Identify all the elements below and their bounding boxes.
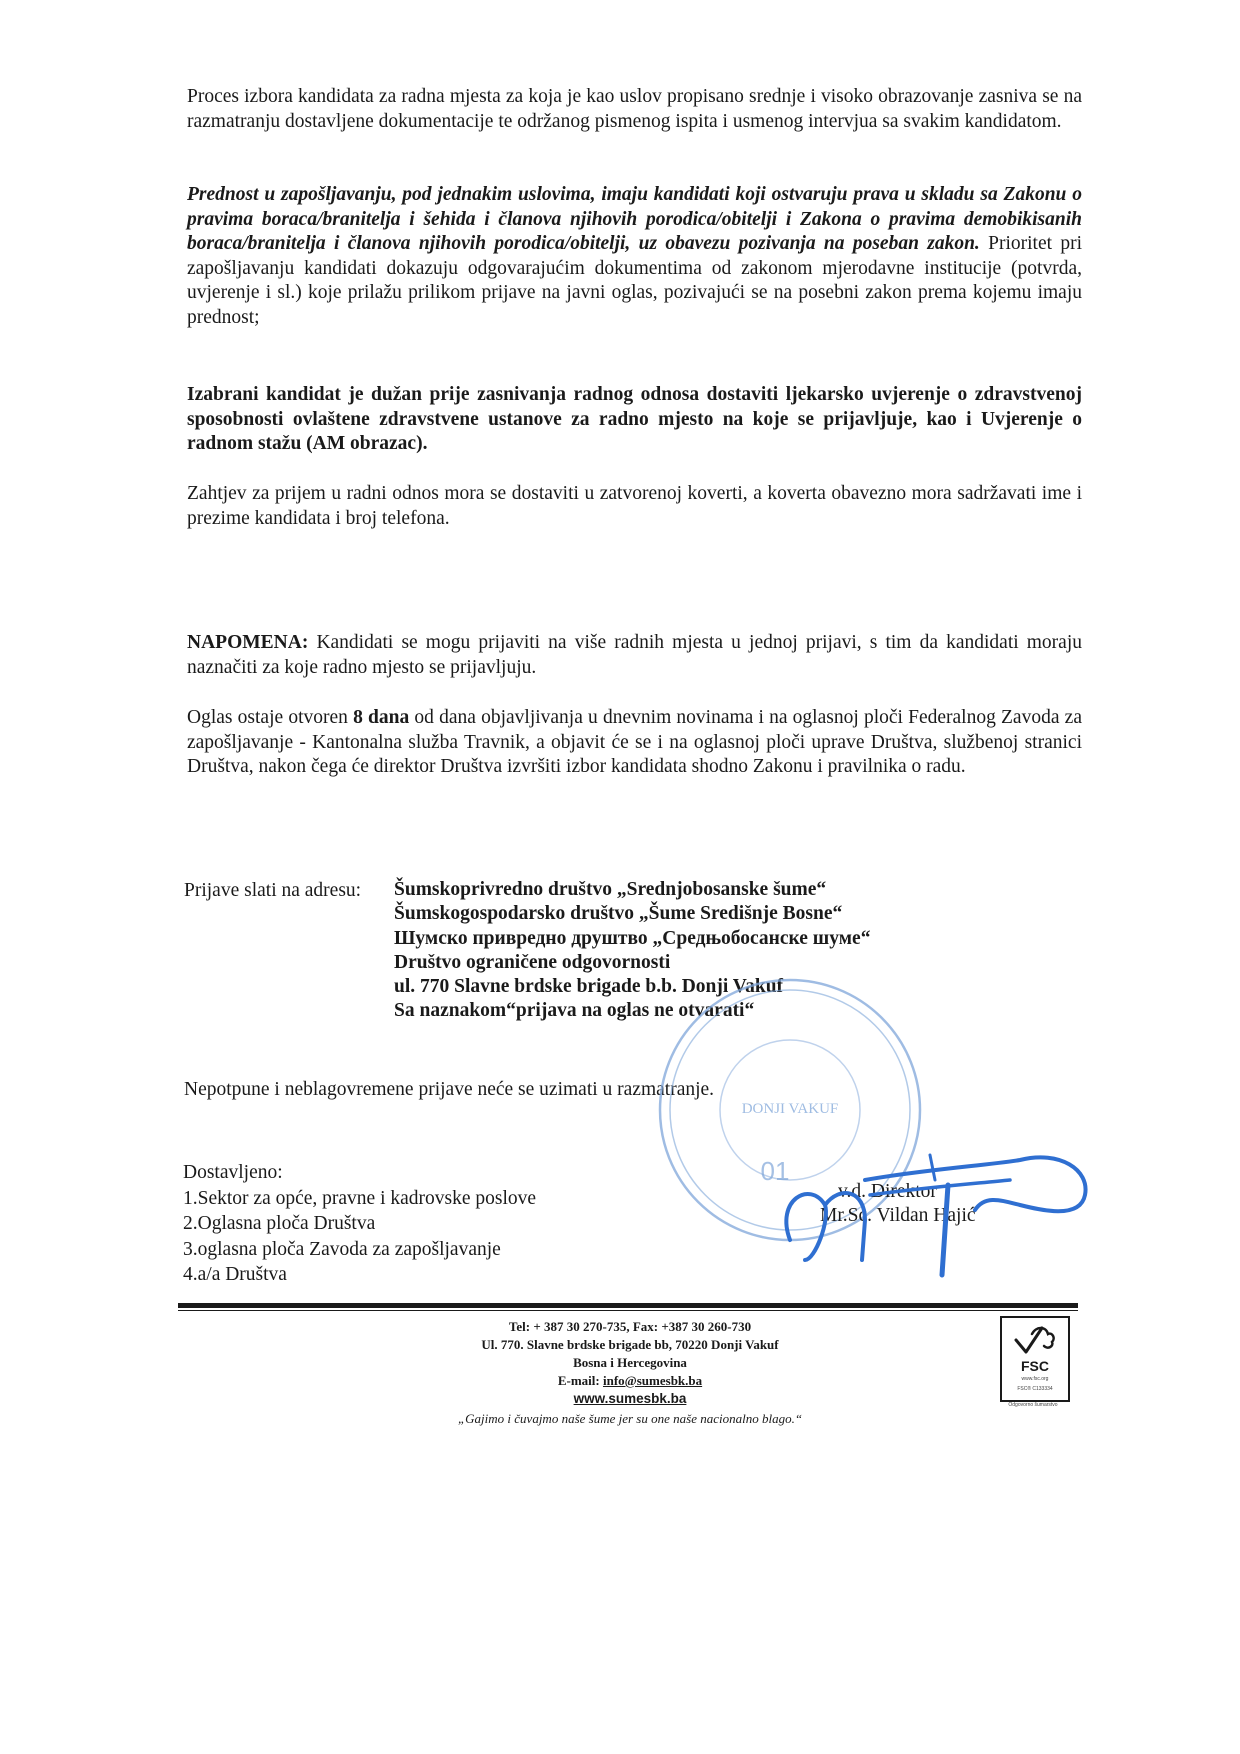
address-label: Prijave slati na adresu: <box>184 880 362 901</box>
note-text: Kandidati se mogu prijaviti na više radnih mjesta u jednoj prijavi, s tim da kandidati moraju naznačiti za koje radno mjesto se prijavljuju. <box>187 632 1082 678</box>
fsc-logo <box>1000 1316 1070 1402</box>
stamp-center-text: DONJI VAKUF <box>741 1101 839 1117</box>
distribution-list <box>183 1160 536 1288</box>
distribution-item: 3.oglasna ploča Zavoda za zapošljavanje <box>183 1238 501 1260</box>
distribution-item: 1.Sektor za opće, pravne i kadrovske poslove <box>183 1187 537 1209</box>
priority-employment-paragraph <box>187 183 1082 330</box>
footer-email-line <box>395 1372 865 1390</box>
address-line: Шумско привредно друштво „Средњобосанске шуме“ <box>394 927 871 949</box>
footer-phone-fax: Tel: + 387 30 270-735, Fax: +387 30 260-730 <box>508 1319 752 1334</box>
footer-motto: „Gajimo i čuvajmo naše šume jer su one naše nacionalno blago.“ <box>457 1411 803 1426</box>
address-line: ul. 770 Slavne brdske brigade b.b. Donji Vakuf <box>394 976 784 998</box>
signatory-name: Mr.Sc. Vildan Hajić <box>820 1205 976 1226</box>
selection-process-text: Proces izbora kandidata za radna mjesta za koja je kao uslov propisano srednje i visoko obrazovanje zasniva se na razmatranju dostavljene dokumentacije te održanog pismenog ispita i usmenog intervjua sa svakim kandidatom. <box>187 86 1082 132</box>
fsc-caption: Odgovorno šumarstvo <box>1008 1402 1058 1408</box>
address-line: Šumskogospodarsko društvo „Šume Središnje Bosne“ <box>394 903 843 925</box>
envelope-requirement-text: Zahtjev za prijem u radni odnos mora se dostaviti u zatvorenoj koverti, a koverta obavezno mora sadržavati ime i prezime kandidata i broj telefona. <box>187 483 1082 529</box>
footer-divider-thick <box>178 1303 1078 1308</box>
footer-website-link[interactable]: www.sumesbk.ba <box>573 1391 687 1406</box>
footer-email-link[interactable]: info@sumesbk.ba <box>602 1373 703 1388</box>
distribution-heading: Dostavljeno: <box>183 1162 283 1183</box>
signatory-role: v.d. Direktor <box>838 1181 937 1202</box>
priority-rest-text: Prioritet pri zapošljavanju kandidati dokazuju odgovarajućim dokumentima od zakonom mjerodavne institucije (potvrda, uvjerenje i sl.) koje prilažu prilikom prijave na javni oglas, pozivajući se na posebni zakon prema kojemu imaju prednost; <box>187 233 1082 328</box>
footer-street: Ul. 770. Slavne brdske brigade bb, 70220 Donji Vakuf <box>481 1337 779 1352</box>
address-line: Sa naznakom“prijava na oglas ne otvarati“ <box>394 1000 755 1022</box>
stamp-number: 01 <box>760 1156 790 1186</box>
address-line: Šumskoprivredno društvo „Srednjobosanske šume“ <box>394 879 827 900</box>
note-paragraph <box>187 631 1082 680</box>
distribution-item: 4.a/a Društva <box>183 1264 287 1285</box>
medical-certificate-text: Izabrani kandidat je dužan prije zasnivanja radnog odnosa dostaviti ljekarsko uvjerenje o zdravstvenoj sposobnosti ovlaštene zdravstvene ustanove za radno mjesto na koje se prijavljuje, kao i Uvjerenje o radnom stažu (AM obrazac). <box>187 384 1082 454</box>
distribution-item: 2.Oglasna ploča Društva <box>183 1213 376 1234</box>
fsc-website: www.fsc.org <box>1021 1376 1049 1382</box>
deadline-paragraph <box>187 706 1082 780</box>
medical-certificate-paragraph <box>187 383 1082 457</box>
footer-email-label: E-mail: <box>557 1373 603 1388</box>
tree-check-icon <box>1002 1320 1068 1360</box>
address-line: Društvo ograničene odgovornosti <box>394 951 671 973</box>
handwritten-signature <box>770 1110 1100 1280</box>
footer-contact <box>395 1318 865 1428</box>
note-label: NAPOMENA: <box>187 632 309 653</box>
fsc-code: FSC® C133334 <box>1017 1386 1053 1392</box>
envelope-requirement-paragraph <box>187 482 1082 531</box>
deadline-text-b: od dana objavljivanja u dnevnim novinama i na oglasnoj ploči Federalnog Zavoda za zapošljavanje - Kantonalna služba Travnik, a objavit će se i na oglasnoj ploči uprave Društva, službenoj stranici Društva, nakon čega će direktor Društva izvršiti izbor kandidata shodno Zakonu i pravilnika o radu. <box>187 707 1082 777</box>
selection-process-paragraph <box>187 85 1082 134</box>
incomplete-applications-notice: Nepotpune i neblagovremene prijave neće se uzimati u razmatranje. <box>184 1079 715 1100</box>
deadline-days: 8 dana <box>353 707 410 728</box>
fsc-label: FSC <box>1021 1358 1049 1374</box>
deadline-text-a: Oglas ostaje otvoren <box>187 707 354 728</box>
footer-divider-thin <box>178 1310 1078 1311</box>
priority-emphasis-text: Prednost u zapošljavanju, pod jednakim uslovima, imaju kandidati koji ostvaruju prava u skladu sa Zakonu o pravima boraca/branitelja i šehida i članova njihovih porodica/obitelji i Zakona o pravima demobikisanih boraca/branitelja i članova njihovih porodica/obitelji, uz obavezu pozivanja na poseban zakon. <box>187 184 1082 254</box>
footer-country: Bosna i Hercegovina <box>573 1355 687 1370</box>
